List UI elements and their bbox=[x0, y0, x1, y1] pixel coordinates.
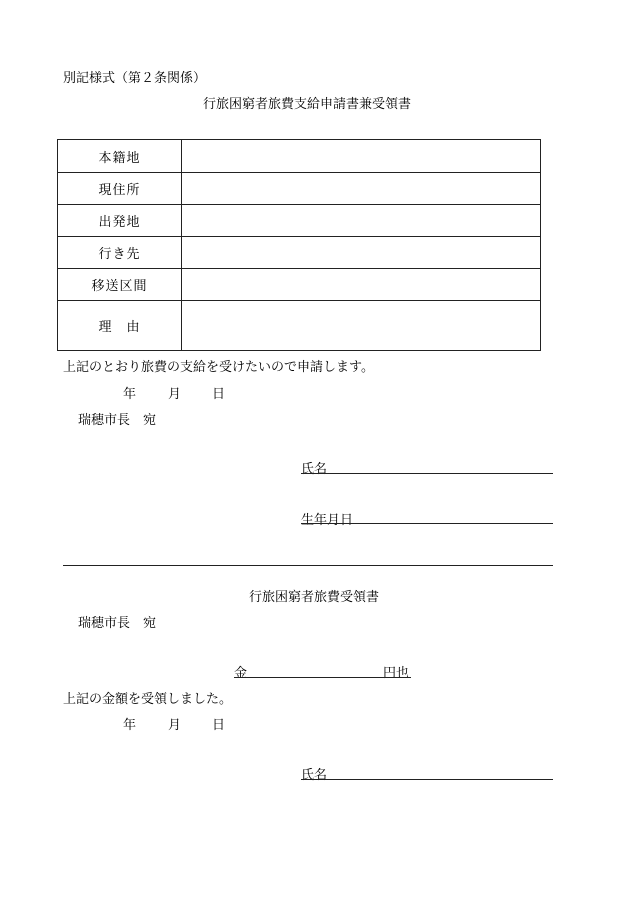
receipt-name-field-line[interactable] bbox=[301, 779, 553, 780]
form-label: 別記様式（第２条関係） bbox=[63, 71, 207, 86]
applicant-info-table bbox=[57, 139, 541, 351]
row-value-destination[interactable] bbox=[182, 237, 540, 268]
application-statement: 上記のとおり旅費の支給を受けたいので申請します。 bbox=[63, 360, 374, 375]
receipt-statement: 上記の金額を受領しました。 bbox=[63, 692, 233, 707]
amount-suffix: 円也 bbox=[383, 666, 410, 681]
table-row bbox=[58, 172, 540, 204]
row-value-route[interactable] bbox=[182, 269, 540, 300]
receipt-date-year: 年 bbox=[123, 718, 137, 733]
form-title: 行旅困窮者旅費支給申請書兼受領書 bbox=[203, 97, 412, 112]
addressee: 瑞穂市長 宛 bbox=[78, 413, 157, 428]
birthdate-field-line[interactable] bbox=[301, 523, 553, 524]
table-row bbox=[58, 300, 540, 350]
receipt-name-label: 氏名 bbox=[301, 768, 328, 783]
name-label: 氏名 bbox=[301, 462, 328, 477]
row-label-honseki: 本籍地 bbox=[58, 140, 182, 172]
row-value-honseki[interactable] bbox=[182, 140, 540, 172]
table-row bbox=[58, 268, 540, 300]
row-value-reason[interactable] bbox=[182, 301, 540, 350]
receipt-title: 行旅困窮者旅費受領書 bbox=[249, 590, 380, 605]
date-month: 月 bbox=[168, 387, 182, 402]
date-year: 年 bbox=[123, 387, 137, 402]
row-value-address[interactable] bbox=[182, 173, 540, 204]
birthdate-label: 生年月日 bbox=[301, 513, 354, 528]
table-row bbox=[58, 236, 540, 268]
receipt-date-day: 日 bbox=[212, 718, 226, 733]
receipt-addressee: 瑞穂市長 宛 bbox=[78, 616, 157, 631]
name-field-line[interactable] bbox=[301, 473, 553, 474]
row-value-departure[interactable] bbox=[182, 205, 540, 236]
date-day: 日 bbox=[212, 387, 226, 402]
row-label-route: 移送区間 bbox=[58, 269, 182, 300]
amount-prefix: 金 bbox=[234, 666, 248, 681]
row-label-departure: 出発地 bbox=[58, 205, 182, 236]
table-row bbox=[58, 140, 540, 172]
row-label-address: 現住所 bbox=[58, 173, 182, 204]
row-label-destination: 行き先 bbox=[58, 237, 182, 268]
row-label-reason: 理 由 bbox=[58, 301, 182, 350]
section-divider bbox=[63, 565, 553, 566]
amount-field-line[interactable] bbox=[234, 677, 411, 678]
receipt-date-month: 月 bbox=[168, 718, 182, 733]
table-row bbox=[58, 204, 540, 236]
